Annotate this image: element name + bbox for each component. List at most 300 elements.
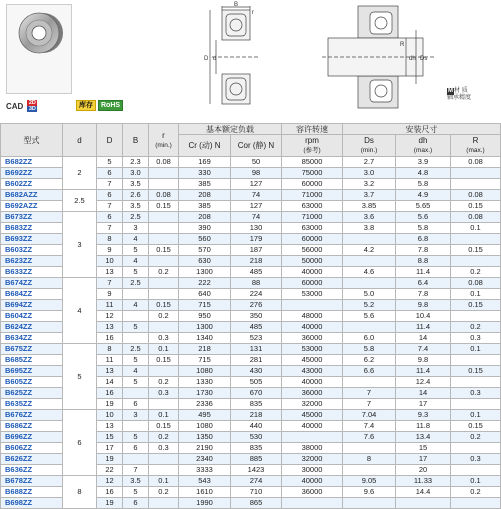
col-dh	[396, 135, 451, 157]
cell-cr: 1730	[179, 388, 231, 399]
cell-dh: 14	[396, 388, 451, 399]
cell-cr: 715	[179, 355, 231, 366]
cell-cr: 715	[179, 300, 231, 311]
cell-big-d: 7	[97, 179, 123, 190]
col-ds-sub: (min.)	[360, 147, 378, 154]
cell-r	[149, 498, 179, 509]
cell-big-r: 0.15	[451, 201, 501, 212]
cell-dh: 3.9	[396, 157, 451, 168]
cell-dh	[396, 498, 451, 509]
cad-badges	[6, 100, 37, 112]
cell-cr: 1340	[179, 333, 231, 344]
cell-big-r: 0.1	[451, 410, 501, 421]
part-number-link[interactable]: B603ZZ	[1, 245, 63, 256]
cell-cr: 543	[179, 476, 231, 487]
product-header	[0, 0, 500, 122]
cell-dh: 11.33	[396, 476, 451, 487]
cell-big-r: 0.15	[451, 300, 501, 311]
cell-dh: 6.4	[396, 278, 451, 289]
cell-big-d: 10	[97, 256, 123, 267]
dim-ds-label: Ds	[420, 56, 428, 62]
cell-big-d: 11	[97, 355, 123, 366]
cell-ds: 9.6	[343, 487, 396, 498]
material-label: 材	[454, 88, 461, 94]
cell-b: 6	[123, 443, 149, 454]
cell-dh: 11.4	[396, 267, 451, 278]
cell-cor: 131	[231, 344, 282, 355]
cell-big-d: 5	[97, 157, 123, 168]
cell-cor: 710	[231, 487, 282, 498]
cell-b: 5	[123, 322, 149, 333]
cell-speed: 71000	[282, 212, 343, 223]
cell-r: 0.1	[149, 344, 179, 355]
col-ds	[343, 135, 396, 157]
cell-cor: 276	[231, 300, 282, 311]
cell-big-d: 7	[97, 223, 123, 234]
cell-speed: 60000	[282, 278, 343, 289]
cell-r: 0.2	[149, 432, 179, 443]
cell-r: 0.3	[149, 388, 179, 399]
cell-r: 0.2	[149, 267, 179, 278]
cell-big-d: 12	[97, 476, 123, 487]
cell-speed: 40000	[282, 322, 343, 333]
cell-speed: 45000	[282, 355, 343, 366]
cell-cr: 1990	[179, 498, 231, 509]
cell-cor: 1423	[231, 465, 282, 476]
cell-d: 4	[63, 278, 97, 344]
col-cr: Cr (动) N	[179, 135, 231, 157]
part-number-link[interactable]: B605ZZ	[1, 377, 63, 388]
cell-b: 3.5	[123, 179, 149, 190]
table-row	[1, 410, 501, 421]
cell-dh: 13.4	[396, 432, 451, 443]
cell-cor: 835	[231, 443, 282, 454]
cell-ds: 4.6	[343, 267, 396, 278]
cell-big-r: 0.15	[451, 245, 501, 256]
part-number-link[interactable]: B698ZZ	[1, 498, 63, 509]
part-number-link[interactable]: B684ZZ	[1, 289, 63, 300]
cell-cor: 281	[231, 355, 282, 366]
cell-ds	[343, 465, 396, 476]
precision-label: 轴承精度	[447, 95, 472, 101]
dim-dh-label: dh	[409, 56, 416, 62]
cell-big-r: 0.2	[451, 267, 501, 278]
cell-dh: 11.8	[396, 421, 451, 432]
cell-cor: 670	[231, 388, 282, 399]
cell-ds: 3.7	[343, 190, 396, 201]
cell-b	[123, 311, 149, 322]
col-b: B	[123, 124, 149, 157]
cell-big-r: 0.08	[451, 212, 501, 223]
cell-cor: 50	[231, 157, 282, 168]
cell-cr: 385	[179, 201, 231, 212]
cell-big-r: 0.08	[451, 157, 501, 168]
dim-big-d-label: D	[204, 56, 209, 62]
cell-big-r	[451, 355, 501, 366]
cell-dh: 8.8	[396, 256, 451, 267]
part-number-link[interactable]: B676ZZ	[1, 410, 63, 421]
cell-big-r	[451, 179, 501, 190]
cell-dh: 14	[396, 333, 451, 344]
cell-big-r	[451, 311, 501, 322]
cell-cor: 485	[231, 267, 282, 278]
cell-speed: 53000	[282, 289, 343, 300]
cell-big-r	[451, 465, 501, 476]
cell-big-r: 0.2	[451, 322, 501, 333]
material-legend	[447, 88, 471, 102]
cell-r: 0.08	[149, 190, 179, 201]
part-number-link[interactable]: B694ZZ	[1, 300, 63, 311]
cell-speed: 53000	[282, 344, 343, 355]
cell-r	[149, 454, 179, 465]
cell-dh: 5.65	[396, 201, 451, 212]
cell-dh: 7.8	[396, 245, 451, 256]
part-number-link[interactable]: B624ZZ	[1, 322, 63, 333]
col-big-d: D	[97, 124, 123, 157]
cell-cr: 560	[179, 234, 231, 245]
spec-table-body	[1, 157, 501, 509]
dim-big-r-label: R	[400, 42, 405, 48]
part-number-link[interactable]: B682ZZ	[1, 157, 63, 168]
cell-cr: 208	[179, 190, 231, 201]
col-r-label: r	[162, 130, 165, 140]
cell-ds	[343, 256, 396, 267]
table-row	[1, 344, 501, 355]
cell-big-r: 0.3	[451, 333, 501, 344]
cell-big-d: 16	[97, 388, 123, 399]
cell-dh: 5.8	[396, 223, 451, 234]
cell-b: 2.5	[123, 278, 149, 289]
cell-b: 3	[123, 223, 149, 234]
cell-dh: 12.4	[396, 377, 451, 388]
cell-r: 0.1	[149, 476, 179, 487]
cell-cor: 218	[231, 410, 282, 421]
col-dh-sub: (max.)	[413, 147, 433, 154]
cell-r: 0.15	[149, 355, 179, 366]
cell-cor: 885	[231, 454, 282, 465]
cell-big-d: 10	[97, 410, 123, 421]
cell-dh: 4.8	[396, 168, 451, 179]
cell-cr: 390	[179, 223, 231, 234]
cell-speed	[282, 432, 343, 443]
cell-r: 0.15	[149, 245, 179, 256]
cell-dh: 4.9	[396, 190, 451, 201]
cell-r	[149, 223, 179, 234]
cell-cor: 98	[231, 168, 282, 179]
cell-r: 0.2	[149, 487, 179, 498]
col-cor: Cor (静) N	[231, 135, 282, 157]
cell-ds: 3.2	[343, 179, 396, 190]
cell-cr: 2340	[179, 454, 231, 465]
cell-ds: 5.6	[343, 311, 396, 322]
cell-big-d: 13	[97, 267, 123, 278]
cell-big-r	[451, 498, 501, 509]
cell-dh: 9.8	[396, 355, 451, 366]
cell-b: 4	[123, 366, 149, 377]
cell-ds: 5.8	[343, 344, 396, 355]
cell-ds: 3.85	[343, 201, 396, 212]
cell-big-r	[451, 443, 501, 454]
cell-speed: 40000	[282, 421, 343, 432]
cell-cr: 222	[179, 278, 231, 289]
cell-cr: 1330	[179, 377, 231, 388]
cell-ds: 2.7	[343, 157, 396, 168]
part-number-link[interactable]: B688ZZ	[1, 487, 63, 498]
cell-big-d: 17	[97, 443, 123, 454]
part-number-link[interactable]: B685ZZ	[1, 355, 63, 366]
bearing-section-drawing	[200, 2, 275, 114]
part-number-link[interactable]: B682AZZ	[1, 190, 63, 201]
cell-ds: 7	[343, 399, 396, 410]
part-number-link[interactable]: B623ZZ	[1, 256, 63, 267]
col-speed: 容许转速	[282, 124, 343, 135]
cell-r	[149, 465, 179, 476]
part-number-link[interactable]: B675ZZ	[1, 344, 63, 355]
part-number-link[interactable]: B696ZZ	[1, 432, 63, 443]
cell-big-d: 11	[97, 300, 123, 311]
cell-big-d: 7	[97, 278, 123, 289]
part-number-link[interactable]: B635ZZ	[1, 399, 63, 410]
cell-speed	[282, 498, 343, 509]
part-number-link[interactable]: B604ZZ	[1, 311, 63, 322]
cell-speed: 40000	[282, 267, 343, 278]
cell-big-r: 0.3	[451, 388, 501, 399]
cell-cor: 430	[231, 366, 282, 377]
cell-speed: 32000	[282, 399, 343, 410]
cell-cor: 218	[231, 256, 282, 267]
cell-d: 3	[63, 212, 97, 278]
dim-b-label: B	[234, 2, 239, 8]
part-number-link[interactable]: B673ZZ	[1, 212, 63, 223]
cell-speed: 63000	[282, 223, 343, 234]
cell-b: 4	[123, 300, 149, 311]
part-number-link[interactable]: B686ZZ	[1, 421, 63, 432]
cell-b	[123, 421, 149, 432]
cell-ds: 5.0	[343, 289, 396, 300]
part-number-link[interactable]: B625ZZ	[1, 388, 63, 399]
cell-big-r: 0.15	[451, 366, 501, 377]
cell-b: 5	[123, 245, 149, 256]
cell-cor: 485	[231, 322, 282, 333]
cell-ds: 5.2	[343, 300, 396, 311]
cell-cor: 440	[231, 421, 282, 432]
part-number-link[interactable]: B683ZZ	[1, 223, 63, 234]
cell-big-r: 0.08	[451, 278, 501, 289]
cad-format-switch[interactable]	[27, 100, 37, 112]
cell-d: 2.5	[63, 190, 97, 212]
cell-ds	[343, 498, 396, 509]
cell-ds	[343, 377, 396, 388]
cell-cor: 88	[231, 278, 282, 289]
cell-ds	[343, 322, 396, 333]
cell-cor: 224	[231, 289, 282, 300]
product-photo	[6, 4, 72, 94]
cell-cor: 835	[231, 399, 282, 410]
cell-dh: 5.8	[396, 179, 451, 190]
cell-speed: 63000	[282, 201, 343, 212]
cell-big-r: 0.1	[451, 344, 501, 355]
stock-badge: 库存	[76, 100, 96, 111]
table-row	[1, 278, 501, 289]
cell-r: 0.15	[149, 300, 179, 311]
cell-dh: 20	[396, 465, 451, 476]
cell-cr: 1610	[179, 487, 231, 498]
cell-big-d: 16	[97, 333, 123, 344]
cell-cr: 630	[179, 256, 231, 267]
table-row	[1, 212, 501, 223]
cell-ds: 6.6	[343, 366, 396, 377]
cell-b	[123, 388, 149, 399]
cell-big-r	[451, 377, 501, 388]
cell-big-d: 7	[97, 201, 123, 212]
cell-r: 0.3	[149, 333, 179, 344]
cell-dh: 7.4	[396, 344, 451, 355]
table-row	[1, 476, 501, 487]
cell-speed: 48000	[282, 311, 343, 322]
cell-dh: 11.4	[396, 366, 451, 377]
cell-cor: 187	[231, 245, 282, 256]
cell-b: 2.3	[123, 157, 149, 168]
cell-cor: 505	[231, 377, 282, 388]
cell-big-r: 0.15	[451, 421, 501, 432]
cell-cr: 385	[179, 179, 231, 190]
cell-ds: 6.0	[343, 333, 396, 344]
cell-speed: 40000	[282, 377, 343, 388]
cell-b: 5	[123, 355, 149, 366]
cell-dh: 11.4	[396, 322, 451, 333]
cell-cr: 218	[179, 344, 231, 355]
cell-b: 3.5	[123, 201, 149, 212]
col-big-r-sub: (max.)	[466, 147, 485, 154]
cell-cr: 208	[179, 212, 231, 223]
cell-r	[149, 322, 179, 333]
col-dh-label: dh	[418, 136, 428, 145]
cell-cr: 950	[179, 311, 231, 322]
cell-big-d: 6	[97, 190, 123, 201]
material-icon: M	[448, 88, 453, 94]
cell-ds: 7.6	[343, 432, 396, 443]
cell-b: 5	[123, 267, 149, 278]
cell-dh: 6.8	[396, 234, 451, 245]
table-row	[1, 190, 501, 201]
cell-big-d: 8	[97, 344, 123, 355]
cell-dh: 14.4	[396, 487, 451, 498]
cell-r: 0.3	[149, 443, 179, 454]
part-number-link[interactable]: B678ZZ	[1, 476, 63, 487]
cell-b: 2.5	[123, 344, 149, 355]
cell-b: 6	[123, 399, 149, 410]
cell-b	[123, 289, 149, 300]
cell-speed: 36000	[282, 333, 343, 344]
cell-d: 8	[63, 476, 97, 509]
cell-ds: 8	[343, 454, 396, 465]
speed-unit: rpm	[305, 136, 319, 145]
cell-big-d: 19	[97, 498, 123, 509]
cell-big-r: 0.3	[451, 454, 501, 465]
cell-ds	[343, 278, 396, 289]
cell-ds: 9.05	[343, 476, 396, 487]
col-big-r-label: R	[472, 136, 479, 145]
col-model: 型式	[1, 124, 63, 157]
cell-speed: 36000	[282, 388, 343, 399]
col-big-r	[451, 135, 501, 157]
part-number-link[interactable]: B606ZZ	[1, 443, 63, 454]
part-number-link[interactable]: B692AZZ	[1, 201, 63, 212]
table-row	[1, 157, 501, 168]
cad-3d-button[interactable]: 3D	[28, 106, 36, 112]
cell-big-d: 6	[97, 212, 123, 223]
part-number-link[interactable]: B692ZZ	[1, 168, 63, 179]
cell-cr: 1350	[179, 432, 231, 443]
col-load-group: 基本额定负载	[179, 124, 282, 135]
cell-d: 6	[63, 410, 97, 476]
cell-big-d: 14	[97, 377, 123, 388]
cell-d: 2	[63, 157, 97, 190]
cell-cor: 74	[231, 190, 282, 201]
cell-big-d: 19	[97, 399, 123, 410]
cell-dh: 7.8	[396, 289, 451, 300]
part-number-link[interactable]: B695ZZ	[1, 366, 63, 377]
cell-speed: 38000	[282, 443, 343, 454]
cell-speed: 45000	[282, 410, 343, 421]
cell-b: 3.0	[123, 168, 149, 179]
cell-r	[149, 399, 179, 410]
cell-b: 4	[123, 234, 149, 245]
cell-big-r	[451, 168, 501, 179]
cell-cr: 570	[179, 245, 231, 256]
cell-cr: 169	[179, 157, 231, 168]
part-number-link[interactable]: B602ZZ	[1, 179, 63, 190]
cell-cor: 865	[231, 498, 282, 509]
part-number-link[interactable]: B626ZZ	[1, 454, 63, 465]
cell-big-d: 19	[97, 454, 123, 465]
cell-cr: 2190	[179, 443, 231, 454]
cell-r: 0.2	[149, 311, 179, 322]
cell-b: 3	[123, 410, 149, 421]
cell-big-d: 13	[97, 421, 123, 432]
part-number-link[interactable]: B633ZZ	[1, 267, 63, 278]
cell-b: 6	[123, 498, 149, 509]
cell-r: 0.2	[149, 377, 179, 388]
cell-b: 2.6	[123, 190, 149, 201]
cell-speed: 56000	[282, 245, 343, 256]
cell-r	[149, 366, 179, 377]
cell-cr: 495	[179, 410, 231, 421]
speed-ref: (参考)	[303, 147, 321, 154]
part-number-link[interactable]: B674ZZ	[1, 278, 63, 289]
cell-cor: 74	[231, 212, 282, 223]
cell-r: 0.08	[149, 157, 179, 168]
cell-cr: 1080	[179, 366, 231, 377]
cell-big-r	[451, 234, 501, 245]
cell-r: 0.15	[149, 421, 179, 432]
col-r-sub: (min.)	[155, 141, 172, 149]
material-suffix: 质	[461, 88, 468, 94]
part-number-link[interactable]: B634ZZ	[1, 333, 63, 344]
part-number-link[interactable]: B636ZZ	[1, 465, 63, 476]
cell-r	[149, 212, 179, 223]
cad-2d-button[interactable]: 2D	[28, 100, 36, 106]
part-number-link[interactable]: B693ZZ	[1, 234, 63, 245]
cell-speed	[282, 300, 343, 311]
col-speed-unit	[282, 135, 343, 157]
cell-speed: 60000	[282, 234, 343, 245]
cell-cr: 3333	[179, 465, 231, 476]
cell-speed: 43000	[282, 366, 343, 377]
cell-dh: 17	[396, 454, 451, 465]
cell-b	[123, 454, 149, 465]
cell-big-d: 6	[97, 168, 123, 179]
